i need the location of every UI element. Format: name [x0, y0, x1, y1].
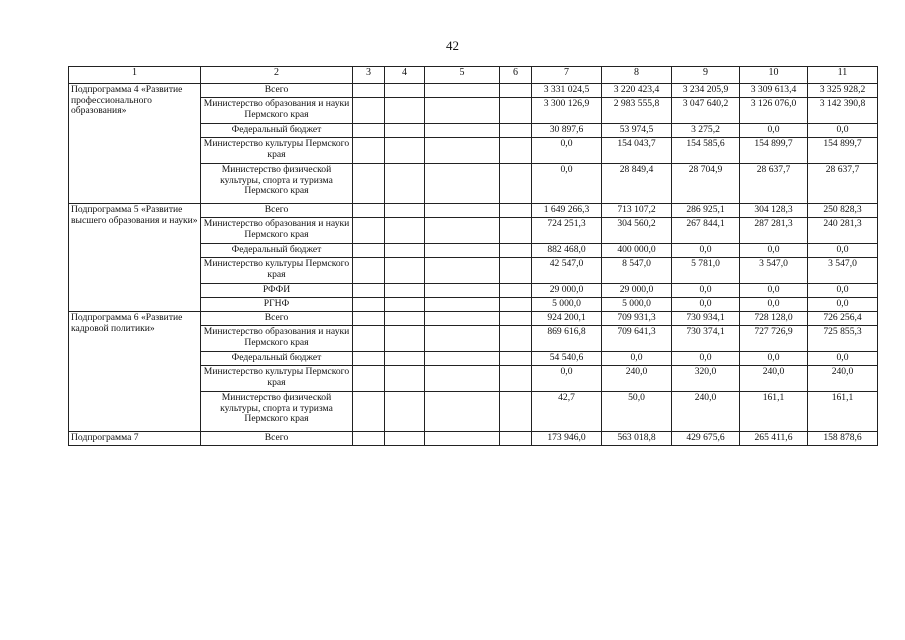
amount-cell: 3 309 613,4 — [740, 84, 808, 98]
empty-cell — [425, 298, 500, 312]
empty-cell — [500, 138, 532, 164]
empty-cell — [425, 366, 500, 392]
amount-cell: 0,0 — [672, 284, 740, 298]
empty-cell — [500, 164, 532, 204]
empty-cell — [500, 124, 532, 138]
amount-cell: 8 547,0 — [602, 258, 672, 284]
amount-cell: 0,0 — [672, 244, 740, 258]
column-header: 8 — [602, 67, 672, 84]
amount-cell: 563 018,8 — [602, 432, 672, 446]
empty-cell — [353, 432, 385, 446]
empty-cell — [385, 392, 425, 432]
amount-cell: 725 855,3 — [808, 326, 878, 352]
header-row — [69, 67, 878, 84]
empty-cell — [353, 138, 385, 164]
amount-cell: 924 200,1 — [532, 312, 602, 326]
empty-cell — [425, 326, 500, 352]
empty-cell — [500, 366, 532, 392]
empty-cell — [385, 298, 425, 312]
amount-cell: 240,0 — [808, 366, 878, 392]
amount-cell: 0,0 — [740, 352, 808, 366]
amount-cell: 730 934,1 — [672, 312, 740, 326]
funding-source: Всего — [201, 312, 353, 326]
empty-cell — [500, 284, 532, 298]
amount-cell: 287 281,3 — [740, 218, 808, 244]
amount-cell: 3 331 024,5 — [532, 84, 602, 98]
column-header: 4 — [385, 67, 425, 84]
amount-cell: 0,0 — [808, 124, 878, 138]
empty-cell — [425, 392, 500, 432]
amount-cell: 709 641,3 — [602, 326, 672, 352]
amount-cell: 882 468,0 — [532, 244, 602, 258]
empty-cell — [425, 98, 500, 124]
empty-cell — [385, 84, 425, 98]
empty-cell — [353, 98, 385, 124]
amount-cell: 0,0 — [532, 164, 602, 204]
amount-cell: 429 675,6 — [672, 432, 740, 446]
empty-cell — [353, 244, 385, 258]
funding-source: Министерство образования и науки Пермского края — [201, 218, 353, 244]
funding-source: Министерство образования и науки Пермского края — [201, 326, 353, 352]
amount-cell: 0,0 — [602, 352, 672, 366]
amount-cell: 320,0 — [672, 366, 740, 392]
funding-source: Министерство физической культуры, спорта и туризма Пермского края — [201, 164, 353, 204]
column-header: 10 — [740, 67, 808, 84]
amount-cell: 0,0 — [808, 352, 878, 366]
amount-cell: 154 899,7 — [808, 138, 878, 164]
amount-cell: 0,0 — [740, 244, 808, 258]
amount-cell: 29 000,0 — [532, 284, 602, 298]
amount-cell: 50,0 — [602, 392, 672, 432]
column-header: 6 — [500, 67, 532, 84]
amount-cell: 161,1 — [808, 392, 878, 432]
empty-cell — [353, 124, 385, 138]
empty-cell — [353, 284, 385, 298]
column-header: 1 — [69, 67, 201, 84]
empty-cell — [500, 432, 532, 446]
amount-cell: 250 828,3 — [808, 204, 878, 218]
table-row — [69, 432, 878, 446]
amount-cell: 709 931,3 — [602, 312, 672, 326]
empty-cell — [425, 312, 500, 326]
amount-cell: 267 844,1 — [672, 218, 740, 244]
amount-cell: 161,1 — [740, 392, 808, 432]
empty-cell — [353, 218, 385, 244]
column-header: 2 — [201, 67, 353, 84]
amount-cell: 286 925,1 — [672, 204, 740, 218]
amount-cell: 3 234 205,9 — [672, 84, 740, 98]
empty-cell — [425, 284, 500, 298]
empty-cell — [500, 218, 532, 244]
amount-cell: 3 275,2 — [672, 124, 740, 138]
amount-cell: 3 126 076,0 — [740, 98, 808, 124]
amount-cell: 28 849,4 — [602, 164, 672, 204]
amount-cell: 3 547,0 — [808, 258, 878, 284]
program-name: Подпрограмма 5 «Развитие высшего образования и науки» — [69, 204, 201, 312]
amount-cell: 54 540,6 — [532, 352, 602, 366]
amount-cell: 3 142 390,8 — [808, 98, 878, 124]
funding-source: Федеральный бюджет — [201, 124, 353, 138]
empty-cell — [353, 84, 385, 98]
funding-source: Министерство образования и науки Пермского края — [201, 98, 353, 124]
empty-cell — [353, 352, 385, 366]
program-name: Подпрограмма 6 «Развитие кадровой политики» — [69, 312, 201, 432]
amount-cell: 304 560,2 — [602, 218, 672, 244]
amount-cell: 0,0 — [672, 298, 740, 312]
amount-cell: 5 000,0 — [532, 298, 602, 312]
amount-cell: 3 547,0 — [740, 258, 808, 284]
column-header: 3 — [353, 67, 385, 84]
empty-cell — [425, 84, 500, 98]
empty-cell — [425, 164, 500, 204]
amount-cell: 726 256,4 — [808, 312, 878, 326]
amount-cell: 5 781,0 — [672, 258, 740, 284]
empty-cell — [385, 284, 425, 298]
amount-cell: 28 637,7 — [808, 164, 878, 204]
amount-cell: 1 649 266,3 — [532, 204, 602, 218]
page-number: 42 — [446, 38, 459, 53]
amount-cell: 727 726,9 — [740, 326, 808, 352]
amount-cell: 0,0 — [808, 244, 878, 258]
funding-source: Всего — [201, 204, 353, 218]
amount-cell: 265 411,6 — [740, 432, 808, 446]
funding-source: РФФИ — [201, 284, 353, 298]
amount-cell: 240 281,3 — [808, 218, 878, 244]
table-row — [69, 204, 878, 218]
empty-cell — [353, 326, 385, 352]
amount-cell: 28 637,7 — [740, 164, 808, 204]
empty-cell — [385, 218, 425, 244]
funding-source: Федеральный бюджет — [201, 244, 353, 258]
amount-cell: 240,0 — [740, 366, 808, 392]
empty-cell — [385, 432, 425, 446]
empty-cell — [353, 204, 385, 218]
empty-cell — [353, 258, 385, 284]
empty-cell — [500, 312, 532, 326]
amount-cell: 3 325 928,2 — [808, 84, 878, 98]
empty-cell — [385, 244, 425, 258]
amount-cell: 304 128,3 — [740, 204, 808, 218]
amount-cell: 3 047 640,2 — [672, 98, 740, 124]
funding-source: Министерство культуры Пермского края — [201, 258, 353, 284]
empty-cell — [425, 204, 500, 218]
amount-cell: 0,0 — [672, 352, 740, 366]
table-row — [69, 84, 878, 98]
amount-cell: 158 878,6 — [808, 432, 878, 446]
amount-cell: 3 220 423,4 — [602, 84, 672, 98]
empty-cell — [500, 98, 532, 124]
amount-cell: 53 974,5 — [602, 124, 672, 138]
empty-cell — [500, 84, 532, 98]
funding-source: Министерство культуры Пермского края — [201, 138, 353, 164]
empty-cell — [353, 298, 385, 312]
amount-cell: 154 585,6 — [672, 138, 740, 164]
amount-cell: 2 983 555,8 — [602, 98, 672, 124]
empty-cell — [353, 366, 385, 392]
budget-table — [68, 66, 878, 446]
column-header: 5 — [425, 67, 500, 84]
empty-cell — [425, 244, 500, 258]
empty-cell — [353, 392, 385, 432]
funding-source: Всего — [201, 432, 353, 446]
funding-source: Министерство культуры Пермского края — [201, 366, 353, 392]
column-header: 11 — [808, 67, 878, 84]
amount-cell: 869 616,8 — [532, 326, 602, 352]
amount-cell: 3 300 126,9 — [532, 98, 602, 124]
funding-source: РГНФ — [201, 298, 353, 312]
empty-cell — [500, 392, 532, 432]
amount-cell: 0,0 — [532, 366, 602, 392]
amount-cell: 154 043,7 — [602, 138, 672, 164]
empty-cell — [385, 352, 425, 366]
amount-cell: 0,0 — [740, 124, 808, 138]
amount-cell: 0,0 — [740, 284, 808, 298]
empty-cell — [500, 244, 532, 258]
empty-cell — [353, 312, 385, 326]
amount-cell: 30 897,6 — [532, 124, 602, 138]
empty-cell — [425, 432, 500, 446]
empty-cell — [385, 138, 425, 164]
amount-cell: 0,0 — [808, 298, 878, 312]
amount-cell: 42,7 — [532, 392, 602, 432]
empty-cell — [500, 258, 532, 284]
empty-cell — [385, 366, 425, 392]
program-name: Подпрограмма 7 — [69, 432, 201, 446]
column-header: 9 — [672, 67, 740, 84]
empty-cell — [385, 98, 425, 124]
empty-cell — [385, 326, 425, 352]
empty-cell — [385, 312, 425, 326]
empty-cell — [500, 298, 532, 312]
column-header: 7 — [532, 67, 602, 84]
funding-source: Федеральный бюджет — [201, 352, 353, 366]
amount-cell: 0,0 — [808, 284, 878, 298]
empty-cell — [425, 218, 500, 244]
empty-cell — [425, 352, 500, 366]
empty-cell — [425, 124, 500, 138]
amount-cell: 240,0 — [672, 392, 740, 432]
amount-cell: 0,0 — [532, 138, 602, 164]
amount-cell: 728 128,0 — [740, 312, 808, 326]
empty-cell — [385, 258, 425, 284]
funding-source: Министерство физической культуры, спорта и туризма Пермского края — [201, 392, 353, 432]
amount-cell: 240,0 — [602, 366, 672, 392]
empty-cell — [385, 164, 425, 204]
amount-cell: 154 899,7 — [740, 138, 808, 164]
funding-source: Всего — [201, 84, 353, 98]
amount-cell: 713 107,2 — [602, 204, 672, 218]
program-name: Подпрограмма 4 «Развитие профессионального образования» — [69, 84, 201, 204]
empty-cell — [353, 164, 385, 204]
empty-cell — [385, 124, 425, 138]
amount-cell: 400 000,0 — [602, 244, 672, 258]
empty-cell — [385, 204, 425, 218]
amount-cell: 5 000,0 — [602, 298, 672, 312]
amount-cell: 29 000,0 — [602, 284, 672, 298]
amount-cell: 28 704,9 — [672, 164, 740, 204]
table-row — [69, 312, 878, 326]
amount-cell: 0,0 — [740, 298, 808, 312]
empty-cell — [425, 138, 500, 164]
empty-cell — [500, 204, 532, 218]
empty-cell — [500, 352, 532, 366]
empty-cell — [500, 326, 532, 352]
amount-cell: 42 547,0 — [532, 258, 602, 284]
empty-cell — [425, 258, 500, 284]
amount-cell: 730 374,1 — [672, 326, 740, 352]
amount-cell: 724 251,3 — [532, 218, 602, 244]
amount-cell: 173 946,0 — [532, 432, 602, 446]
